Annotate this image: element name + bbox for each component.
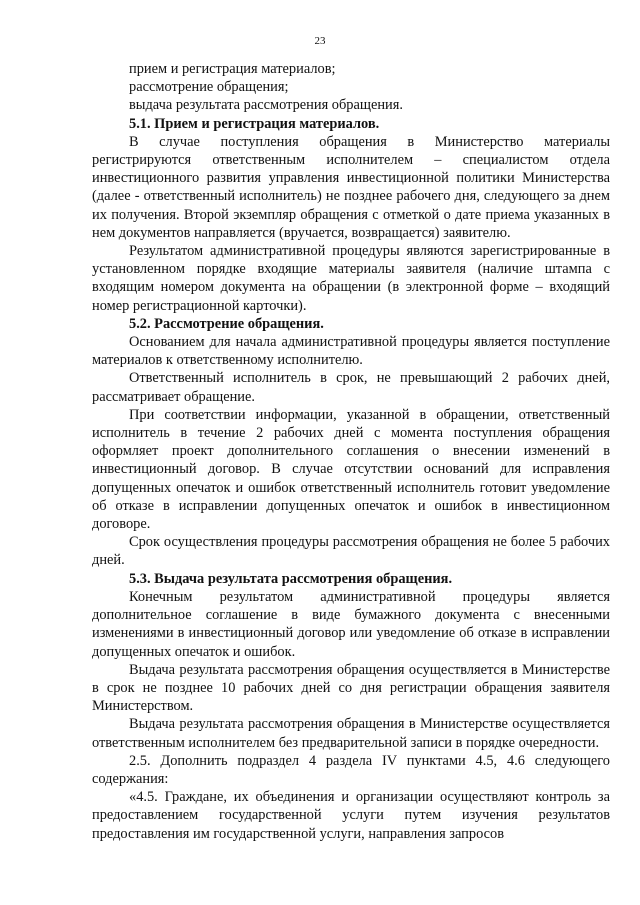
paragraph-registration: В случае поступления обращения в Министерство материалы регистрируются ответственным исполнителем – специалистом отдела инвестиционного развития управления инвестиционной политики Министерства (далее - ответственный исполнитель) не позднее рабочего дня, следующего за днем их получения. Второй экземпляр обращения с отметкой о дате приема указанных в нем документов направляется (вручается, возвращается) заявителю. [92,133,610,241]
paragraph-issue-term: Выдача результата рассмотрения обращения осуществляется в Министерстве в срок не позднее 10 рабочих дней со дня регистрации обращения заявителя Министерством. [92,661,610,715]
paragraph-review-duration: Срок осуществления процедуры рассмотрения обращения не более 5 рабочих дней. [92,534,610,569]
section-heading-5-2: 5.2. Рассмотрение обращения. [129,315,324,332]
section-heading-5-1: 5.1. Прием и регистрация материалов. [129,115,380,132]
paragraph-clause-4-5: «4.5. Граждане, их объединения и организации осуществляют контроль за предоставлением государственной услуги путем изучения результатов предоставления им государственной услуги, направления запросов [92,789,610,842]
paragraph-review-basis: Основанием для начала административной процедуры является поступление материалов к ответственному исполнителю. [92,334,610,369]
section-heading-5-3: 5.3. Выдача результата рассмотрения обращения. [129,570,453,587]
paragraph-issue-order: Выдача результата рассмотрения обращения в Министерстве осуществляется ответственным исполнителем без предварительной записи в порядке очередности. [92,716,610,751]
list-item-result: выдача результата рассмотрения обращения. [129,97,403,114]
page-number: 23 [314,35,326,47]
paragraph-review-term: Ответственный исполнитель в срок, не превышающий 2 рабочих дней, рассматривает обращение. [92,370,610,405]
list-item-reception: прием и регистрация материалов; [129,61,336,77]
document-body [92,60,610,843]
paragraph-final-result: Конечным результатом административной процедуры является дополнительное соглашение в виде бумажного документа с внесенными изменениями в инвестиционный договор или уведомление об отказе в исправлении допущенных опечаток и ошибок. [92,588,610,660]
paragraph-amendment-2-5: 2.5. Дополнить подраздел 4 раздела IV пунктами 4.5, 4.6 следующего содержания: [92,752,610,787]
list-item-review: рассмотрение обращения; [129,79,289,96]
paragraph-review-actions: При соответствии информации, указанной в обращении, ответственный исполнитель в течение 2 рабочих дней с момента поступления обращения оформляет проект дополнительного соглашения о внесении изменений в инвестиционный договор. В случае отсутствии оснований для исправления допущенных опечаток и ошибок ответственный исполнитель готовит уведомление об отказе в исправлении допущенных опечаток и ошибок в инвестиционном договоре. [92,406,610,533]
paragraph-registration-result: Результатом административной процедуры являются зарегистрированные в установленном порядке входящие материалы заявителя (наличие штампа с входящим номером документа на обращении (в электронной форме – входящий номер регистрационной карточки). [92,243,610,314]
